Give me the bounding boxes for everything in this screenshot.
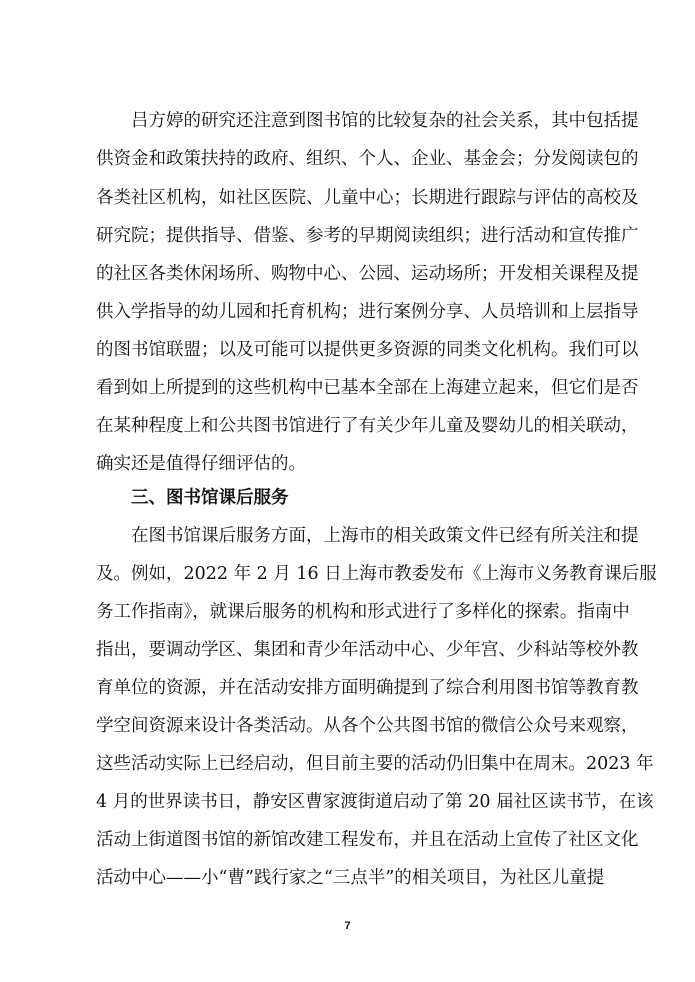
page-number: 7 [344, 920, 351, 932]
paragraph-line: 供入学指导的幼儿园和托育机构；进行案例分享、人员培训和上层指导 [96, 302, 639, 322]
paragraph-line: 各类社区机构，如社区医院、儿童中心；长期进行跟踪与评估的高校及 [96, 188, 639, 208]
paragraph-line: 的社区各类休闲场所、购物中心、公园、运动场所；开发相关课程及提 [96, 264, 639, 284]
paragraph-line: 在某种程度上和公共图书馆进行了有关少年儿童及婴幼儿的相关联动， [96, 416, 639, 436]
paragraph-line: 务工作指南》，就课后服务的机构和形式进行了多样化的探索。指南中 [96, 602, 630, 622]
paragraph-line: 育单位的资源，并在活动安排方面明确提到了综合利用图书馆等教育教 [96, 678, 639, 698]
paragraph-line: 及。例如，2022 年 2 月 16 日上海市教委发布《上海市义务教育课后服 [96, 564, 657, 584]
section-heading: 三、图书馆课后服务 [131, 488, 289, 508]
paragraph-line: 供资金和政策扶持的政府、组织、个人、企业、基金会；分发阅读包的 [96, 149, 639, 169]
paragraph-line: 学空间资源来设计各类活动。从各个公共图书馆的微信公众号来观察， [96, 716, 639, 736]
paragraph-line: 看到如上所提到的这些机构中已基本全部在上海建立起来，但它们是否 [96, 378, 639, 398]
paragraph-line: 活动中心——小“曹”践行家之“三点半”的相关项目，为社区儿童提 [96, 868, 605, 888]
paragraph-line: 活动上街道图书馆的新馆改建工程发布，并且在活动上宣传了社区文化 [96, 830, 639, 850]
paragraph-line: 在图书馆课后服务方面，上海市的相关政策文件已经有所关注和提 [131, 526, 639, 546]
paragraph-line: 指出，要调动学区、集团和青少年活动中心、少年宫、少科站等校外教 [96, 640, 639, 660]
paragraph-line: 确实还是值得仔细评估的。 [96, 454, 306, 474]
paragraph-line: 的图书馆联盟；以及可能可以提供更多资源的同类文化机构。我们可以 [96, 340, 639, 360]
paragraph-line: 吕方婷的研究还注意到图书馆的比较复杂的社会关系，其中包括提 [131, 111, 639, 131]
paragraph-line: 研究院；提供指导、借鉴、参考的早期阅读组织；进行活动和宣传推广 [96, 226, 639, 246]
paragraph-line: 4 月的世界读书日，静安区曹家渡街道启动了第 20 届社区读书节，在该 [96, 792, 654, 812]
paragraph-line: 这些活动实际上已经启动，但目前主要的活动仍旧集中在周末。2023 年 [96, 754, 654, 774]
